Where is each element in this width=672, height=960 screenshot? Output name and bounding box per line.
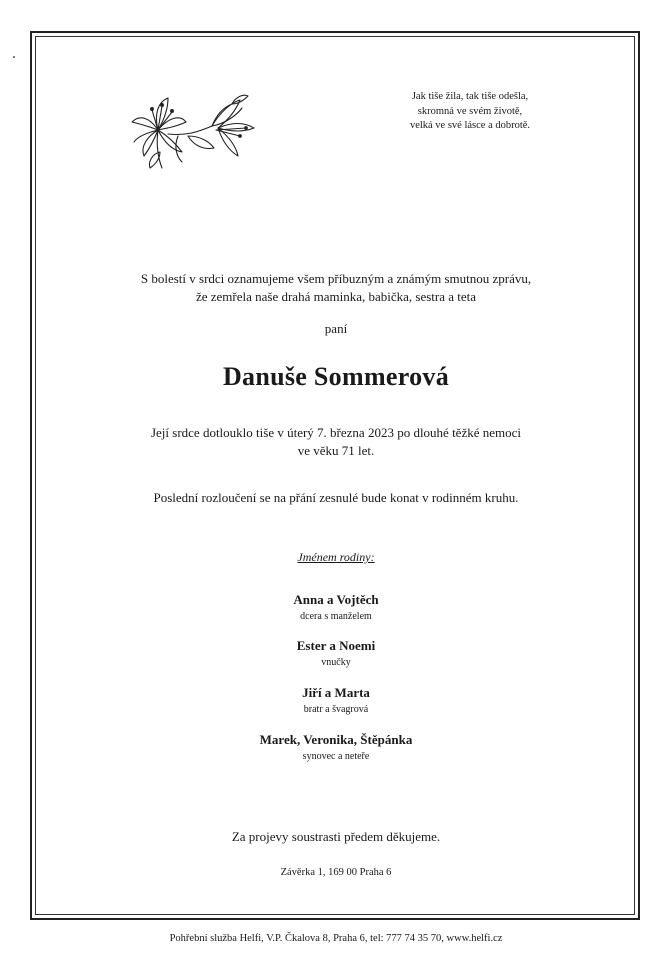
- family-member: [36, 638, 636, 670]
- address: Závěrka 1, 169 00 Praha 6: [280, 867, 392, 878]
- family-member-relation: synovec a neteře: [302, 751, 370, 762]
- death-notice-line: ve věku 71 let.: [297, 442, 375, 458]
- memorial-poem: [370, 90, 570, 134]
- family-member-relation: bratr a švagrová: [303, 704, 369, 715]
- stray-dot: [13, 56, 15, 58]
- death-notice: [36, 424, 636, 459]
- funeral-service-footer: Pohřební služba Helfi, V.P. Čkalova 8, Praha 6, tel: 777 74 35 70, www.helfi.cz: [169, 933, 503, 944]
- poem-line: Jak tiše žila, tak tiše odešla,: [411, 91, 529, 102]
- announcement-line: že zemřela naše drahá maminka, babička, sestra a teta: [195, 288, 477, 304]
- family-member: [36, 732, 636, 764]
- family-member-name: Ester a Noemi: [296, 638, 376, 653]
- deceased-name: Danuše Sommerová: [222, 362, 450, 391]
- family-member-name: Jiří a Marta: [302, 685, 370, 700]
- farewell-notice: Poslední rozloučení se na přání zesnulé bude konat v rodinném kruhu.: [153, 490, 519, 505]
- inner-border: [35, 36, 635, 915]
- honorific: paní: [324, 321, 348, 336]
- announcement-line: S bolestí v srdci oznamujeme všem příbuzným a známým smutnou zprávu,: [140, 271, 532, 286]
- family-member-relation: dcera s manželem: [300, 611, 372, 622]
- family-member: [36, 685, 636, 717]
- family-member-relation: vnučky: [321, 657, 351, 668]
- poem-line: velká ve své lásce a dobrotě.: [409, 120, 531, 131]
- thanks-line: Za projevy soustrasti předem děkujeme.: [231, 829, 441, 844]
- poem-line: skromná ve svém životě,: [417, 105, 523, 117]
- family-member: [36, 592, 636, 624]
- family-member-name: Anna a Vojtěch: [293, 592, 379, 607]
- lily-flower-icon: [128, 92, 258, 170]
- announcement: [36, 270, 636, 305]
- death-notice-line: Její srdce dotlouklo tiše v úterý 7. března 2023 po dlouhé těžké nemoci: [150, 425, 522, 440]
- family-header: Jménem rodiny:: [297, 550, 375, 564]
- family-member-name: Marek, Veronika, Štěpánka: [259, 732, 413, 747]
